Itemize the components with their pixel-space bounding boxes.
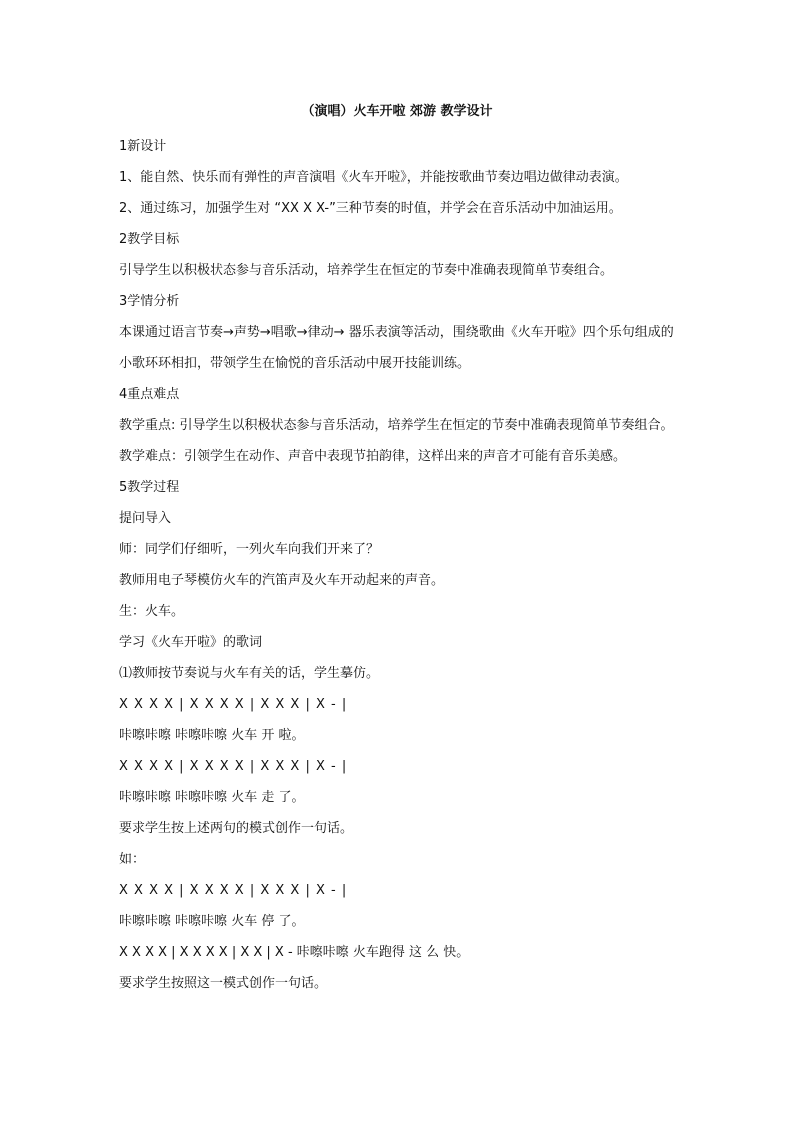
paragraph: 如： (119, 852, 146, 867)
section-heading-goals: 2教学目标 (119, 232, 180, 247)
lyric-line: 咔嚓咔嚓 咔嚓咔嚓 火车 停 了。 (119, 914, 305, 929)
section-heading-key-points: 4重点难点 (119, 387, 180, 402)
lyric-line: 咔嚓咔嚓 咔嚓咔嚓 火车 走 了。 (119, 790, 305, 805)
section-heading-design: 1新设计 (119, 139, 167, 154)
subheading: 提问导入 (119, 511, 172, 526)
document-title: （演唱）火车开啦 郊游 教学设计 (301, 104, 493, 119)
paragraph: 教师用电子琴模仿火车的汽笛声及火车开动起来的声音。 (119, 573, 445, 588)
rhythm-lyric-line: X X X X | X X X X | X X | X - 咔嚓咔嚓 火车跑得 这 么 快。 (119, 945, 470, 960)
paragraph: 教学重点: 引导学生以积极状态参与音乐活动，培养学生在恒定的节奏中准确表现简单节奏组合。 (119, 418, 674, 433)
paragraph: ⑴教师按节奏说与火车有关的话，学生摹仿。 (119, 666, 380, 681)
paragraph: 生：火车。 (119, 604, 185, 619)
paragraph: 2、通过练习，加强学生对 “XX X X-”三种节奏的时值，并学会在音乐活动中加油运用。 (119, 201, 622, 216)
paragraph: 本课通过语言节奏→声势→唱歌→律动→ 器乐表演等活动，围绕歌曲《火车开啦》四个乐句组成的小歌环环相扣，带领学生在愉悦的音乐活动中展开技能训练。 (119, 325, 674, 371)
paragraph: 要求学生按照这一模式创作一句话。 (119, 976, 328, 991)
lyric-line: 咔嚓咔嚓 咔嚓咔嚓 火车 开 啦。 (119, 728, 305, 743)
rhythm-line: X X X X | X X X X | X X X | X - | (119, 759, 348, 774)
section-heading-process: 5教学过程 (119, 480, 180, 495)
rhythm-line: X X X X | X X X X | X X X | X - | (119, 883, 348, 898)
document-body (119, 131, 679, 999)
rhythm-line: X X X X | X X X X | X X X | X - | (119, 697, 348, 712)
subheading: 学习《火车开啦》的歌词 (119, 635, 263, 650)
paragraph: 1、能自然、快乐而有弹性的声音演唱《火车开啦》，并能按歌曲节奏边唱边做律动表演。 (119, 170, 628, 185)
paragraph: 引导学生以积极状态参与音乐活动，培养学生在恒定的节奏中准确表现简单节奏组合。 (119, 263, 614, 278)
paragraph: 教学难点：引领学生在动作、声音中表现节拍韵律，这样出来的声音才可能有音乐美感。 (119, 449, 627, 464)
section-heading-analysis: 3学情分析 (119, 294, 180, 309)
paragraph: 师：同学们仔细听，一列火车向我们开来了？ (119, 542, 380, 557)
paragraph: 要求学生按上述两句的模式创作一句话。 (119, 821, 354, 836)
